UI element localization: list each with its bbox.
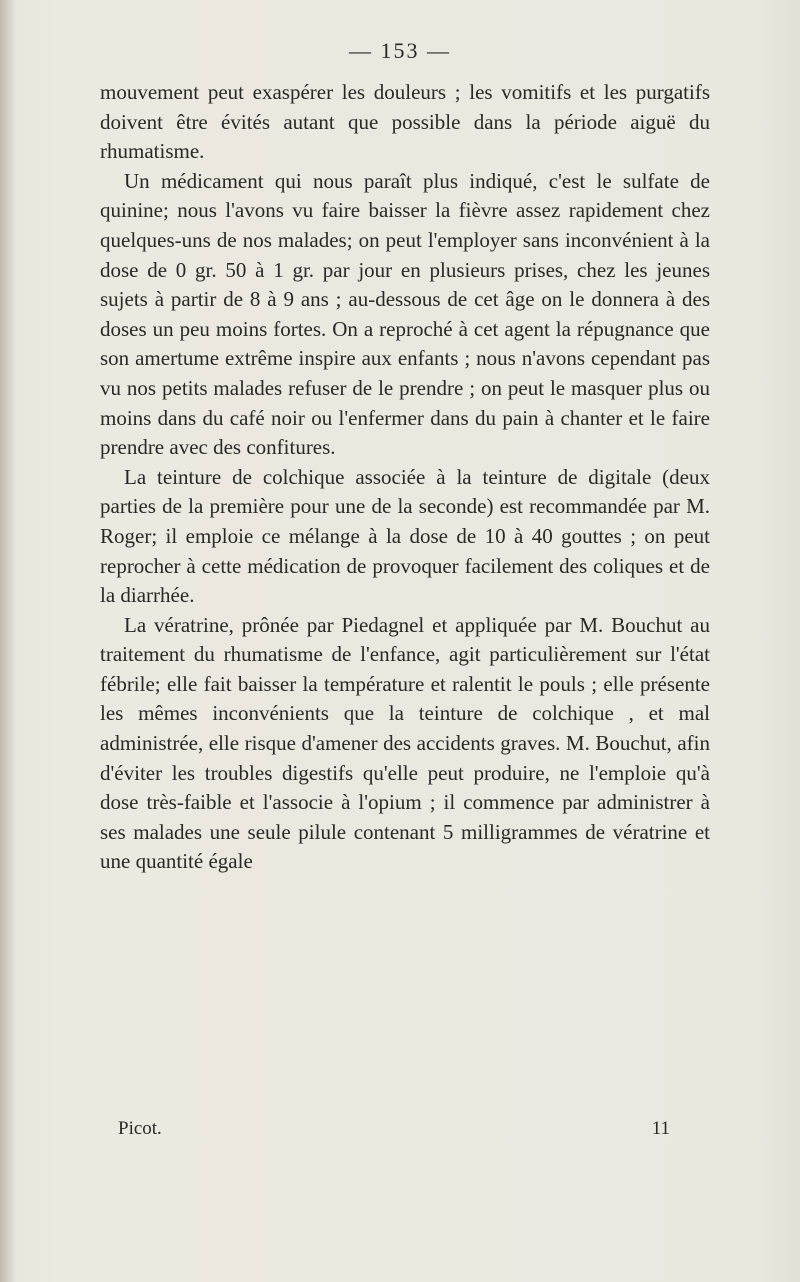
paragraph: La teinture de colchique associée à la teinture de digitale (deux parties de la première pour une de la seconde) est recommandée par M. Roger; il emploie ce mélange à la dose de 10 à 40 gouttes ; on peut reprocher à cette médication de provoquer facilement des coliques et de la diarrhée. (100, 464, 710, 608)
page-footer (118, 1118, 670, 1140)
binding-gutter (0, 0, 16, 1282)
author-footer: Picot. (118, 1118, 162, 1139)
body-text (100, 78, 710, 877)
page-number-header: — 153 — (349, 38, 451, 63)
paragraph: Un médicament qui nous paraît plus indiqué, c'est le sulfate de quinine; nous l'avons vu faire baisser la fièvre assez rapidement chez quelques-uns de nos malades; on peut l'employer sans inconvénient à la dose de 0 gr. 50 à 1 gr. par jour en plusieurs prises, chez les jeunes sujets à partir de 8 à 9 ans ; au-dessous de cet âge on le donnera à des doses un peu moins fortes. On a reproché à cet agent la répugnance que son amertume extrême inspire aux enfants ; nous n'avons cependant pas vu nos petits malades refuser de le prendre ; on peut le masquer plus ou moins dans du café noir ou l'enfermer dans du pain à chanter et le faire prendre avec des confitures. (100, 168, 710, 460)
paragraph: La vératrine, prônée par Piedagnel et appliquée par M. Bouchut au traitement du rhumatisme de l'enfance, agit particulièrement sur l'état fébrile; elle fait baisser la température et ralentit le pouls ; elle présente les mêmes inconvénients que la teinture de colchique , et mal administrée, elle risque d'amener des accidents graves. M. Bouchut, afin d'éviter les troubles digestifs qu'elle peut produire, ne l'emploie qu'à dose très-faible et l'associe à l'opium ; il commence par administrer à ses malades une seule pilule contenant 5 milligrammes de vératrine et une quantité égale (100, 612, 710, 874)
signature-mark: 11 (651, 1118, 670, 1139)
paragraph: mouvement peut exaspérer les douleurs ; les vomitifs et les purgatifs doivent être évités autant que possible dans la période aiguë du rhumatisme. (100, 80, 710, 164)
